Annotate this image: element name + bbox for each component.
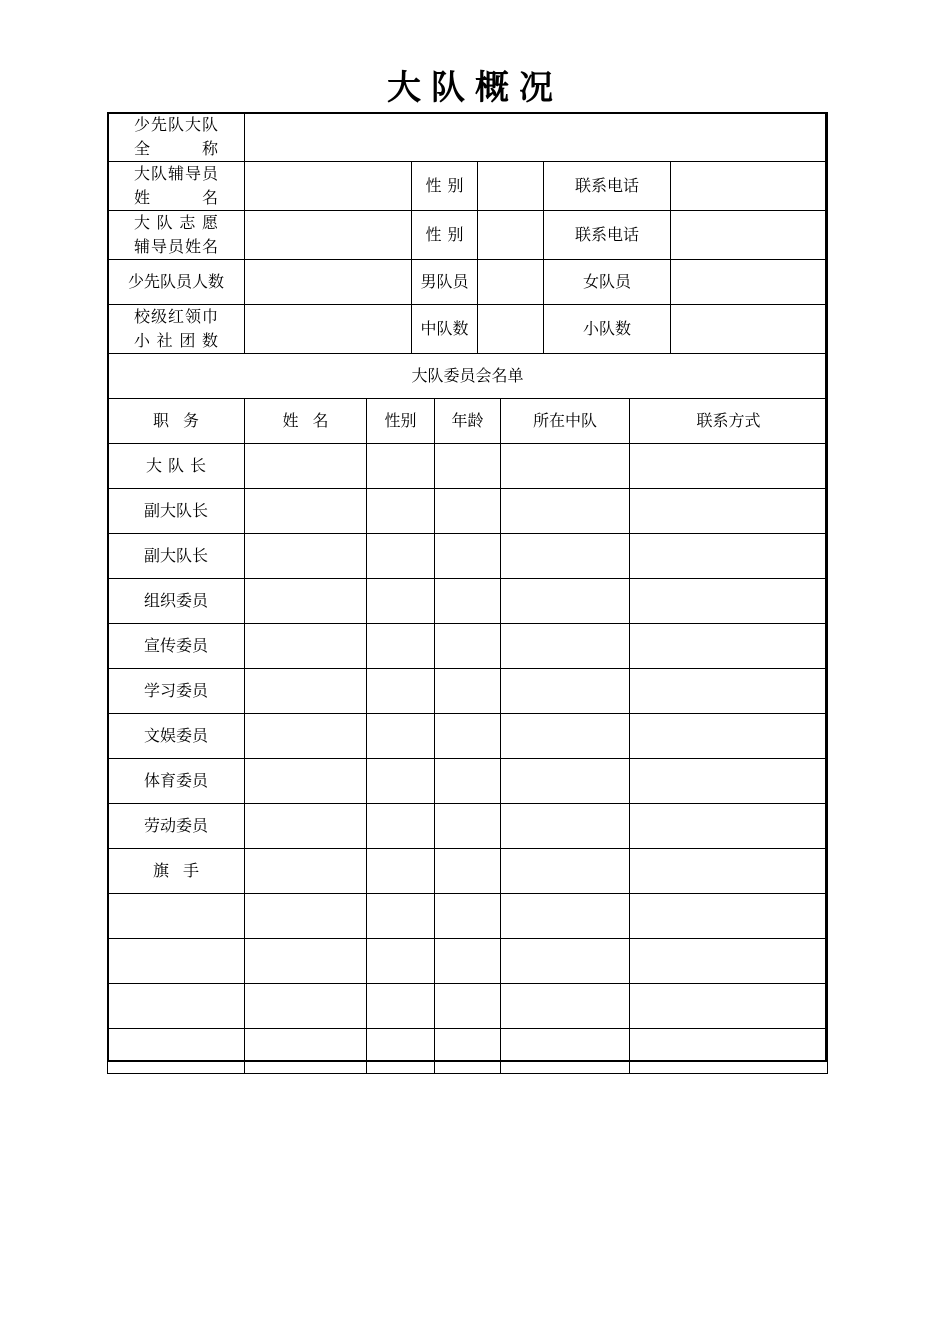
col-header-gender: 性别 — [367, 399, 435, 444]
position-label: 大队长 — [145, 456, 212, 475]
full-name-label: 少先队大队 全称 — [108, 113, 245, 162]
male-label: 男队员 — [412, 260, 478, 305]
team-count-label: 小队数 — [544, 305, 671, 354]
counselor-gender-label: 性别 — [412, 162, 478, 211]
col-header-position: 职务 — [108, 399, 245, 444]
squadron-count-label: 中队数 — [412, 305, 478, 354]
page-title: 大队概况 — [387, 68, 563, 108]
volunteer-label: 大队志愿 辅导员姓名 — [108, 211, 245, 260]
female-label: 女队员 — [544, 260, 671, 305]
counselor-label: 大队辅导员 姓名 — [108, 162, 245, 211]
col-header-age: 年龄 — [435, 399, 501, 444]
position-label: 副大队长 — [143, 546, 208, 565]
position-label: 体育委员 — [143, 771, 208, 790]
volunteer-phone-label: 联系电话 — [544, 211, 671, 260]
position-label: 宣传委员 — [143, 636, 208, 655]
position-label: 文娱委员 — [143, 726, 208, 745]
col-header-contact: 联系方式 — [630, 399, 828, 444]
clubs-label: 校级红领巾 小社团数 — [108, 305, 245, 354]
position-label: 组织委员 — [143, 591, 208, 610]
col-header-squadron: 所在中队 — [501, 399, 630, 444]
member-count-label: 少先队员人数 — [108, 260, 245, 305]
form-border — [107, 112, 827, 1062]
position-label: 副大队长 — [143, 501, 208, 520]
counselor-phone-label: 联系电话 — [544, 162, 671, 211]
position-label: 学习委员 — [143, 681, 208, 700]
committee-heading: 大队委员会名单 — [108, 354, 828, 399]
volunteer-gender-label: 性别 — [412, 211, 478, 260]
position-label: 旗手 — [152, 861, 213, 880]
col-header-name: 姓名 — [245, 399, 367, 444]
position-label: 劳动委员 — [143, 816, 208, 835]
